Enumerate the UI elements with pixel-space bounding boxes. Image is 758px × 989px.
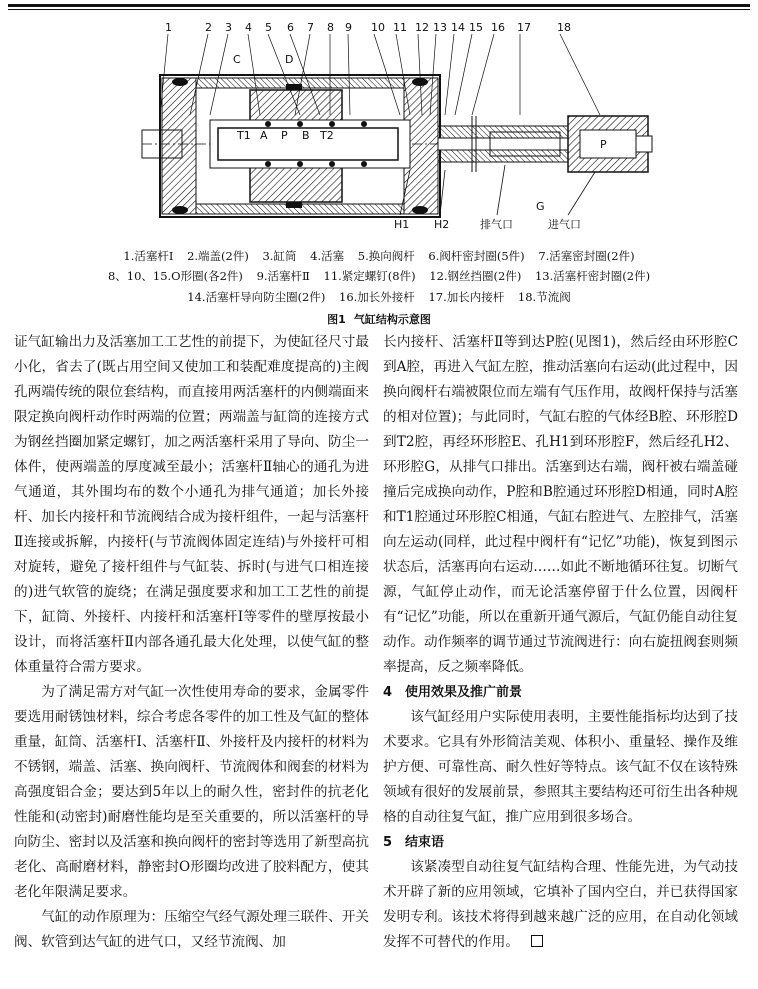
right-column xyxy=(383,330,738,955)
callout-number: 11 xyxy=(393,21,407,34)
legend-item: 3.缸筒 xyxy=(262,249,297,263)
callout-leader xyxy=(560,34,600,115)
label-T2: T2 xyxy=(320,129,334,142)
callout-number: 5 xyxy=(265,21,272,34)
callout-number: 15 xyxy=(469,21,483,34)
callout-number: 18 xyxy=(557,21,571,34)
left-end-cap xyxy=(162,78,196,214)
paragraph: 证气缸输出力及活塞加工工艺性的前提下，为使缸径尺寸最小化，省去了(既占用空间又使加工和装配难度提高的)主阀孔两端传统的限位套结构，而直接用两活塞杆的内侧端面来限定换向阀杆动作时两端的位置；两端盖与缸筒的连接方式为钢丝挡圈加紧定螺钉，加之两活塞杆采用了导向、防尘一体件，使两端盖的厚度减至最小；活塞杆Ⅱ轴心的通孔为进气通道，其外围均布的数个小通孔为排气通道；加长外接杆、加长内接杆和节流阀结合成为接杆组件，一起与活塞杆Ⅱ连接或拆解，内接杆(与节流阀体固定连结)与外接杆可相对旋转，避免了接杆组件与气缸装、拆时(与进气口相连接的)进气软管的旋绕；在满足强度要求和加工工艺性的前提下，缸筒、外接杆、内接杆和活塞杆Ⅰ等零件的壁厚按最小设计，而将活塞杆Ⅱ内部各通孔最大化处理，以使气缸的整体重量符合需方要求。 xyxy=(14,334,369,675)
callout-number: 4 xyxy=(245,21,252,34)
label-H2: H2 xyxy=(434,218,450,231)
legend-item: 11.紧定螺钉(8件) xyxy=(323,269,416,283)
callout-number: 10 xyxy=(371,21,385,34)
callout-leader xyxy=(472,34,494,115)
legend-item: 14.活塞杆导向防尘圈(2件) xyxy=(187,290,326,304)
callout-number: 1 xyxy=(165,21,172,34)
label-P-left: P xyxy=(281,129,288,142)
legend-item: 9.活塞杆Ⅱ xyxy=(256,269,310,283)
cylinder-diagram xyxy=(100,20,660,260)
legend-item: 1.活塞杆Ⅰ xyxy=(123,249,174,263)
callout-number: 3 xyxy=(225,21,232,34)
callout-number: 2 xyxy=(205,21,212,34)
legend-item: 5.换向阀杆 xyxy=(357,249,415,263)
label-A: A xyxy=(260,129,268,142)
figure-caption xyxy=(0,311,758,327)
piston-seal-top xyxy=(286,84,302,90)
callout-leader xyxy=(455,34,472,115)
callout-number: 9 xyxy=(345,21,352,34)
paragraph: 该气缸经用户实际使用表明，主要性能指标均达到了技术要求。它具有外形简洁美观、体积小、重量轻、操作及维护方便、可靠性高、耐久性好等特点。该气缸不仅在该特殊领域有很好的发展前景，参照其主要结构还可衍生出各种规格的自动往复气缸，推广应用到很多场合。 xyxy=(383,709,738,825)
label-B: B xyxy=(302,129,310,142)
legend-item: 13.活塞杆密封圈(2件) xyxy=(534,269,651,283)
legend-row-2 xyxy=(0,268,758,284)
top-rule xyxy=(8,4,750,7)
paragraph: 气缸的动作原理为：压缩空气经气源处理三联件、开关阀、软管到达气缸的进气口，又经节流阀、加 xyxy=(14,909,369,950)
legend-item: 7.活塞密封圈(2件) xyxy=(538,249,635,263)
legend-item: 17.加长内接杆 xyxy=(428,290,505,304)
section-heading: 4 使用效果及推广前景 xyxy=(383,685,523,700)
label-intake: 进气口 xyxy=(548,218,581,231)
legend-item: 16.加长外接杆 xyxy=(339,290,415,304)
callout-leader xyxy=(445,34,454,115)
throttle-chamber xyxy=(580,130,636,158)
figure-caption-text: 气缸结构示意图 xyxy=(353,313,431,326)
callout-number: 12 xyxy=(415,21,429,34)
legend-row-1 xyxy=(0,248,758,264)
label-D: D xyxy=(285,53,294,66)
piston-seal-bottom xyxy=(286,202,302,208)
section-heading: 5 结束语 xyxy=(383,835,445,850)
paragraph-text: 该紧凑型自动往复气缸结构合理、性能先进，为气动技术开辟了新的应用领域，它填补了国内空白，并已获得国家发明专利。该技术将得到越来越广泛的应用，在自动化领域发挥不可替代的作用。 xyxy=(383,859,738,950)
legend-row-3 xyxy=(0,289,758,305)
top-rule-thin xyxy=(8,9,750,10)
legend-item: 2.端盖(2件) xyxy=(187,249,249,263)
callout-number: 8 xyxy=(327,21,334,34)
intake-port xyxy=(636,136,652,152)
callout-number: 14 xyxy=(451,21,465,34)
figure-number: 图1 xyxy=(327,313,346,326)
label-P-right: P xyxy=(600,138,607,151)
paragraph: 长内接杆、活塞杆Ⅱ等到达P腔(见图1)，然后经由环形腔C到A腔，再进入气缸左腔，推动活塞向右运动(此过程中，因换向阀杆右端被限位而左端有气压作用，故阀杆保持与活塞的相对位置)；与此同时，气缸右腔的气体经B腔、环形腔D到T2腔，再经环形腔E、孔H1到环形腔F，然后经孔H2、环形腔G，从排气口排出。活塞到达右端，阀杆被右端盖碰撞后完成换向动作，P腔和B腔通过环形腔D相通，同时A腔和T1腔通过环形腔C相通，气缸右腔进气、左腔排气，活塞向左运动(同样，此过程中阀杆有“记忆”功能)，恢复到图示状态后，活塞再向右运动……如此不断地循环往复。切断气源，气缸停止动作，而无论活塞停留于什么位置，因阀杆有“记忆”功能，所以在重新开通气源后，气缸仍能自动往复动作。动作频率的调节通过节流阀进行：向右旋扭阀套则频率提高，反之频率降低。 xyxy=(383,334,738,675)
paragraph: 为了满足需方对气缸一次性使用寿命的要求，金属零件要选用耐锈蚀材料，综合考虑各零件的加工性及气缸的整体重量，缸筒、活塞杆Ⅰ、活塞杆Ⅱ、外接杆及内接杆的材料为不锈钢，端盖、活塞、换向阀杆、节流阀体和阀套的材料为高强度铝合金；要达到5年以上的耐久性，密封件的抗老化性能和(动密封)耐磨性能均是至关重要的，所以活塞杆的导向防尘、密封以及活塞和换向阀杆的密封等选用了新型高抗老化、高耐磨材料，静密封O形圈均改进了胶料配方，使其老化年限满足要求。 xyxy=(14,684,369,900)
intake-channel xyxy=(438,138,568,150)
label-H1: H1 xyxy=(394,218,410,231)
label-exhaust: 排气口 xyxy=(480,218,513,231)
callout-number: 7 xyxy=(307,21,314,34)
end-mark-icon xyxy=(531,935,543,947)
callout-number: 16 xyxy=(491,21,505,34)
callout-number: 17 xyxy=(517,21,531,34)
paragraph xyxy=(383,855,738,955)
label-C: C xyxy=(233,53,241,66)
callout-number: 6 xyxy=(287,21,294,34)
label-T1: T1 xyxy=(237,129,251,142)
callout-number: 13 xyxy=(433,21,447,34)
legend-item: 4.活塞 xyxy=(310,249,345,263)
left-column xyxy=(14,330,369,955)
cylinder-drawing xyxy=(100,20,660,260)
label-G: G xyxy=(536,200,545,213)
callout-group xyxy=(160,21,600,115)
legend-item: 8、10、15.O形圈(各2件) xyxy=(107,269,243,283)
legend-item: 12.钢丝挡圈(2件) xyxy=(429,269,522,283)
legend-item: 18.节流阀 xyxy=(517,290,571,304)
legend-item: 6.阀杆密封圈(5件) xyxy=(428,249,525,263)
